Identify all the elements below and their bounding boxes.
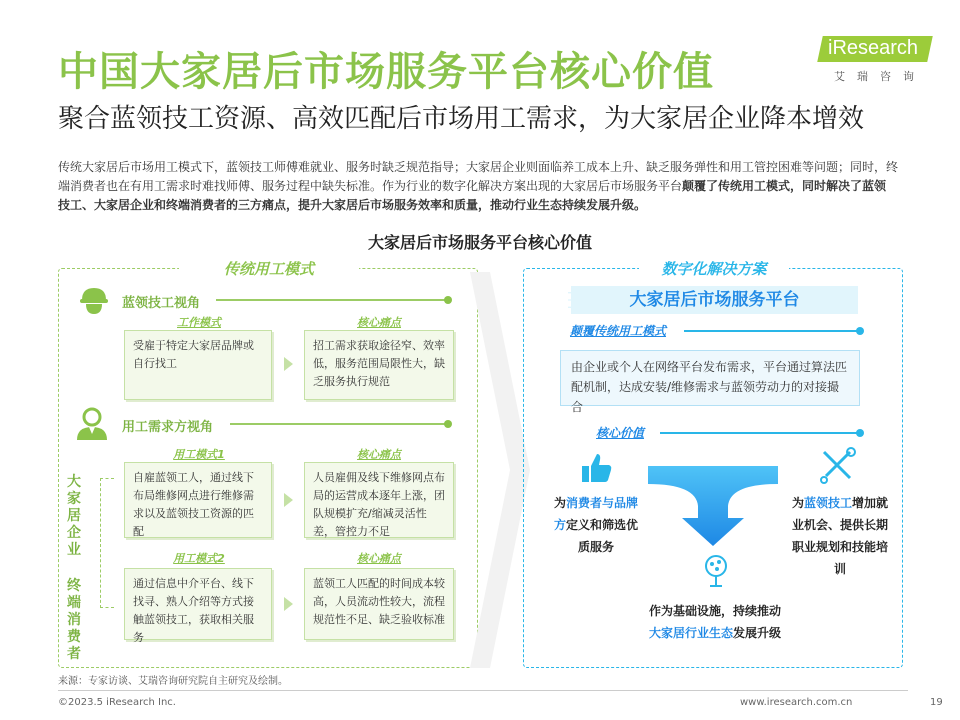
infra-value [620, 600, 810, 644]
enterprise-label: 大家居企业 [67, 474, 81, 558]
disrupt-box: 由企业或个人在网络平台发布需求，平台通过算法匹配机制，达成安装/维修需求与蓝领劳动力的对接撮合 [560, 350, 860, 406]
disrupt-divider [684, 330, 860, 332]
core-value-label: 核心价值 [596, 426, 645, 440]
mode2-box: 通过信息中介平台、线下找寻、熟人介绍等方式接触蓝领技工，获取相关服务 [124, 568, 272, 640]
bracket-bottom [100, 607, 114, 608]
copyright: ©2023.5 iResearch Inc. [58, 697, 176, 708]
traditional-mode-heading: 传统用工模式 [179, 258, 359, 279]
worker-value-highlight: 蓝领技工 [803, 496, 852, 510]
worker-divider [216, 299, 448, 301]
mode2-label: 用工模式2 [173, 552, 225, 565]
intro-paragraph [58, 158, 898, 215]
pain1-box: 人员雇佣及线下维修网点布局的运营成本逐年上涨，团队规模扩充/缩减灵活性差，管控力不足 [304, 462, 454, 538]
worker-mode-box: 受雇于特定大家居品牌或自行找工 [124, 330, 272, 400]
consumer-value [548, 492, 644, 558]
iresearch-logo [820, 36, 930, 90]
work-mode-label: 工作模式 [177, 316, 221, 329]
worker-value-post: 增加就业机会、提供长期职业规划和技能培训 [791, 496, 889, 576]
consumer-value-highlight: 消费者与品牌方 [553, 496, 639, 532]
demand-divider-dot [444, 420, 452, 428]
footer-divider [58, 690, 908, 691]
user-person-icon [74, 406, 110, 442]
thumbs-up-icon [578, 450, 614, 486]
platform-banner: 大家居后市场服务平台 [568, 286, 858, 314]
pain2-box: 蓝领工人匹配的时间成本较高，人员流动性较大，流程规范性不足、缺乏验收标准 [304, 568, 454, 640]
merge-arrow-icon [648, 466, 778, 546]
wrench-screwdriver-icon [818, 446, 858, 486]
worker-pain-box: 招工需求获取途径窄、效率低，服务范围局限性大，缺乏服务执行规范 [304, 330, 454, 400]
bracket-top [100, 478, 114, 479]
mode1-arrow [284, 493, 293, 507]
mode1-box: 自雇蓝领工人，通过线下布局维修网点进行维修需求以及蓝领技工资源的匹配 [124, 462, 272, 538]
intro-bold-text: 颠覆了传统用工模式，同时解决了蓝领技工、大家居企业和终端消费者的三方痛点，提升大家居后市场服务效率和质量，推动行业生态持续发展升级。 [58, 179, 887, 212]
page-subtitle: 聚合蓝领技工资源、高效匹配后市场用工需求，为大家居企业降本增效 [58, 104, 865, 134]
pain1-label: 核心痛点 [357, 448, 401, 461]
intro-text: 传统大家居后市场用工模式下，蓝领技工师傅难就业、服务时缺乏规范指导；大家居企业则面临养工成本上升、缺乏服务弹性和用工管控困难等问题；同时，终端消费者也在有用工需求时难找师傅、服务过程中缺失标准。作为行业的数字化解决方案出现的大家居后市场服务平台 [58, 160, 899, 193]
core-divider [660, 432, 860, 434]
hardhat-worker-icon [76, 282, 112, 318]
worker-pain-label: 核心痛点 [357, 316, 401, 329]
core-divider-dot [856, 429, 864, 437]
consumer-label: 终端消费者 [67, 578, 81, 662]
pain2-label: 核心痛点 [357, 552, 401, 565]
page-title: 中国大家居后市场服务平台核心价值 [58, 49, 714, 95]
demand-divider [230, 423, 448, 425]
diagram-title: 大家居后市场服务平台核心价值 [367, 233, 592, 252]
worker-value-pre: 为 [791, 496, 804, 510]
infra-value-post: 发展升级 [733, 626, 782, 640]
digital-solution-heading: 数字化解决方案 [639, 258, 789, 279]
source-note: 来源：专家访谈、艾瑞咨询研究院自主研究及绘制。 [58, 676, 288, 687]
infra-value-highlight: 大家居行业生态 [648, 626, 733, 640]
infra-value-line1: 作为基础设施，持续推动 [648, 604, 781, 618]
disrupt-label: 颠覆传统用工模式 [570, 324, 667, 338]
disrupt-divider-dot [856, 327, 864, 335]
mode2-arrow [284, 597, 293, 611]
demand-perspective-title: 用工需求方视角 [122, 420, 214, 435]
worker-divider-dot [444, 296, 452, 304]
website-link[interactable]: www.iresearch.com.cn [740, 697, 853, 708]
worker-arrow [284, 357, 293, 371]
mode1-label: 用工模式1 [173, 448, 225, 461]
demand-bracket [100, 478, 114, 608]
logo-sub: 艾瑞咨询 [834, 70, 926, 83]
consumer-value-post: 定义和筛选优质服务 [566, 518, 639, 554]
logo-brand: iResearch [828, 37, 919, 59]
transition-chevron [470, 272, 530, 668]
worker-perspective-title: 蓝领技工视角 [122, 296, 201, 311]
page-number: 19 [930, 697, 943, 708]
worker-value [790, 492, 890, 580]
consumer-value-pre: 为 [553, 496, 566, 510]
tree-icon [702, 554, 730, 588]
